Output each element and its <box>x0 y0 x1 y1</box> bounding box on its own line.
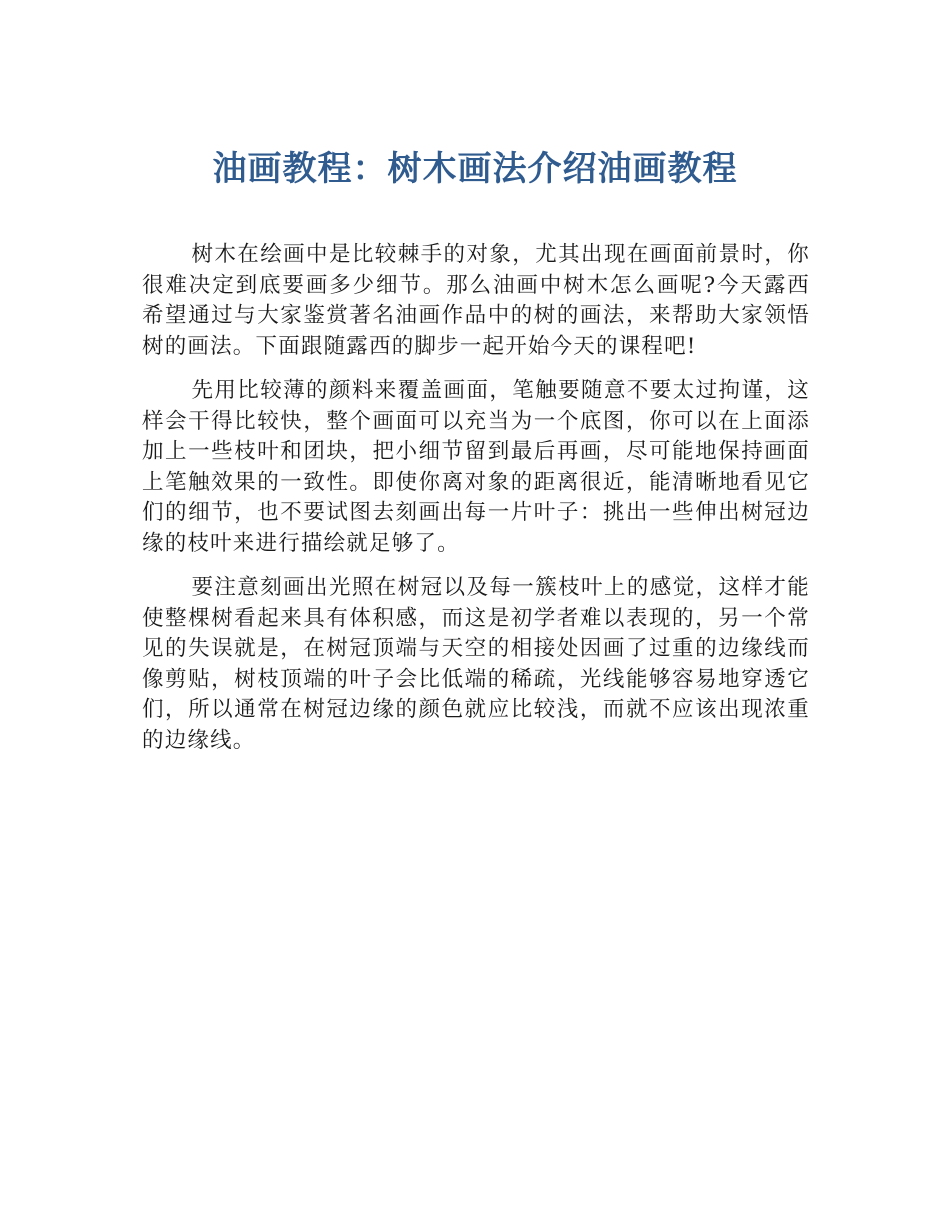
paragraph-2: 先用比较薄的颜料来覆盖画面，笔触要随意不要太过拘谨，这样会干得比较快，整个画面可以充当为一个底图，你可以在上面添加上一些枝叶和团块，把小细节留到最后再画，尽可能地保持画面上笔触效果的一致性。即使你离对象的距离很近，能清晰地看见它们的细节，也不要试图去刻画出每一片叶子：挑出一些伸出树冠边缘的枝叶来进行描绘就足够了。 <box>142 378 810 556</box>
document-body <box>142 240 810 770</box>
paragraph-1: 树木在绘画中是比较棘手的对象，尤其出现在画面前景时，你很难决定到底要画多少细节。那么油画中树木怎么画呢?今天露西希望通过与大家鉴赏著名油画作品中的树的画法，来帮助大家领悟树的画法。下面跟随露西的脚步一起开始今天的课程吧! <box>142 242 810 359</box>
paragraph-3: 要注意刻画出光照在树冠以及每一簇枝叶上的感觉，这样才能使整棵树看起来具有体积感，而这是初学者难以表现的，另一个常见的失误就是，在树冠顶端与天空的相接处因画了过重的边缘线而像剪贴，树枝顶端的叶子会比低端的稀疏，光线能够容易地穿透它们，所以通常在树冠边缘的颜色就应比较浅，而就不应该出现浓重的边缘线。 <box>142 575 810 753</box>
page-title: 油画教程：树木画法介绍油画教程 <box>212 149 738 189</box>
